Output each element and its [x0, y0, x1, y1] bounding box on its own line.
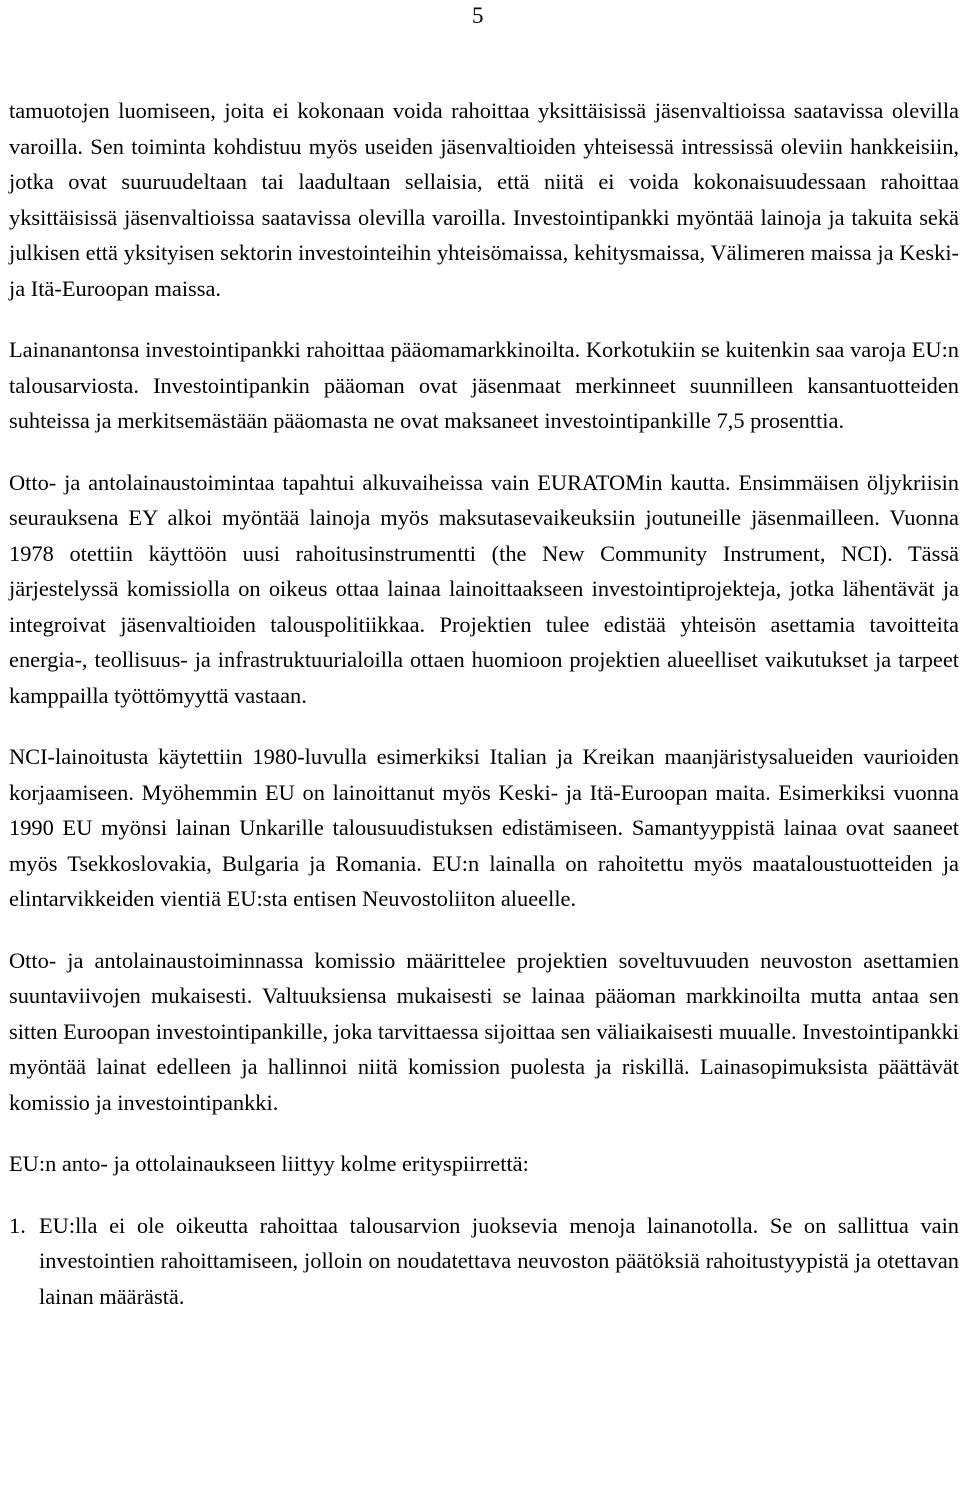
page-number: 5 [472, 3, 484, 28]
body-text [9, 93, 959, 1314]
paragraph-2: Lainanantonsa investointipankki rahoittaa pääomamarkkinoilta. Korkotukiin se kuitenkin saa varoja EU:n talousarviosta. Investointipankin pääoman ovat jäsenmaat merkinneet suunnilleen kansantuotteiden suhteissa ja merkitsemästään pääomasta ne ovat maksaneet investointipankille 7,5 prosenttia. [9, 337, 959, 433]
paragraph-5: Otto- ja antolainaustoiminnassa komissio määrittelee projektien soveltuvuuden neuvoston asettamien suuntaviivojen mukaisesti. Valtuuksiensa mukaisesti se lainaa pääoman markkinoilta mutta antaa sen sitten Euroopan investointipankille, joka tarvittaessa sijoittaa sen väliaikaisesti muualle. Investointipankki myöntää lainat edelleen ja hallinnoi niitä komission puolesta ja riskillä. Lainasopimuksista päättävät komissio ja investointipankki. [9, 947, 959, 1115]
paragraph-3: Otto- ja antolainaustoimintaa tapahtui alkuvaiheissa vain EURATOMin kautta. Ensimmäisen öljykriisin seurauksena EY alkoi myöntää lainoja myös maksutasevaikeuksiin joutuneille jäsenmailleen. Vuonna 1978 otettiin käyttöön uusi rahoitusinstrumentti (the New Community Instrument, NCI). Tässä järjestelyssä komissiolla on oikeus ottaa lainaa lainoittaakseen investointiprojekteja, jotka lähentävät ja integroivat jäsenvaltioiden talouspolitiikkaa. Projektien tulee edistää yhteisön asettamia tavoitteita energia-, teollisuus- ja infrastruktuurialoilla ottaen huomioon projektien alueelliset vaikutukset ja tarpeet kamppailla työttömyyttä vastaan. [9, 469, 959, 708]
paragraph-6: EU:n anto- ja ottolainaukseen liittyy kolme erityspiirrettä: [9, 1151, 529, 1176]
list-item [9, 1208, 959, 1315]
numbered-list [9, 1208, 959, 1315]
list-item-text: EU:lla ei ole oikeutta rahoittaa talousarvion juoksevia menoja lainanotolla. Se on sallittua vain investointien rahoittamiseen, jolloin on noudatettava neuvoston päätöksiä rahoitustyypistä ja otettavan lainan määrästä. [39, 1212, 959, 1309]
paragraph-4: NCI-lainoitusta käytettiin 1980-luvulla esimerkiksi Italian ja Kreikan maanjäristysalueiden vaurioiden korjaamiseen. Myöhemmin EU on lainoittanut myös Keski- ja Itä-Euroopan maita. Esimerkiksi vuonna 1990 EU myönsi lainan Unkarille talousuudistuksen edistämiseen. Samantyyppistä lainaa ovat saaneet myös Tsekkoslovakia, Bulgaria ja Romania. EU:n lainalla on rahoitettu myös maataloustuotteiden ja elintarvikkeiden vientiä EU:sta entisen Neuvostoliiton alueelle. [9, 744, 959, 911]
list-item-number: 1. [9, 1212, 26, 1238]
paragraph-1: tamuotojen luomiseen, joita ei kokonaan voida rahoittaa yksittäisissä jäsenvaltioissa saatavissa olevilla varoilla. Sen toiminta kohdistuu myös useiden jäsenvaltioiden yhteisessä intressissä oleviin hankkeisiin, jotka ovat suuruudeltaan tai laadultaan sellaisia, että niitä ei voida kokonaisuudessaan rahoittaa yksittäisissä jäsenvaltioissa saatavissa olevilla varoilla. Investointipankki myöntää lainoja ja takuita sekä julkisen että yksityisen sektorin investointeihin yhteisömaissa, kehitysmaissa, Välimeren maissa ja Keski- ja Itä-Euroopan maissa. [9, 98, 959, 301]
